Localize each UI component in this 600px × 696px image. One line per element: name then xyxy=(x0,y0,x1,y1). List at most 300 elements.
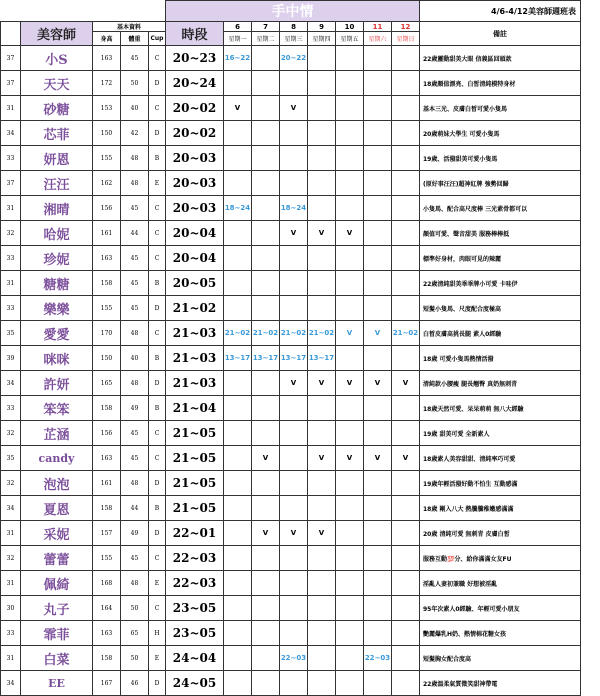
cup-value: C xyxy=(149,546,166,571)
day-cell xyxy=(336,421,364,446)
day-cell: 20~22 xyxy=(280,46,308,71)
table-row xyxy=(1,296,581,321)
cup-value: C xyxy=(149,96,166,121)
col-time-header: 時段 xyxy=(166,22,224,46)
shift-time: 21~05 xyxy=(166,496,224,521)
table-row xyxy=(1,246,581,271)
height-value: 163 xyxy=(93,246,121,271)
therapist-name: 樂樂 xyxy=(21,296,93,321)
note-cell: 19歲年輕活潑好動不怕生 互動感滿 xyxy=(420,471,581,496)
row-index: 37 xyxy=(1,171,21,196)
day-cell xyxy=(308,121,336,146)
day-cell: V xyxy=(280,371,308,396)
day-cell xyxy=(280,471,308,496)
therapist-name: 泡泡 xyxy=(21,471,93,496)
day-cell xyxy=(392,396,420,421)
day-cell xyxy=(336,171,364,196)
day-cell xyxy=(392,571,420,596)
table-row xyxy=(1,396,581,421)
day-cell xyxy=(392,46,420,71)
day-cell xyxy=(392,671,420,696)
table-row xyxy=(1,271,581,296)
day-cell: V xyxy=(392,446,420,471)
therapist-name: 妍恩 xyxy=(21,146,93,171)
day-cell: V xyxy=(308,371,336,396)
day-cell xyxy=(224,71,252,96)
day-cell xyxy=(252,221,280,246)
weight-value: 40 xyxy=(121,346,149,371)
day-cell xyxy=(392,246,420,271)
day-cell: V xyxy=(224,96,252,121)
day-cell xyxy=(252,146,280,171)
shift-time: 20~04 xyxy=(166,221,224,246)
height-value: 153 xyxy=(93,96,121,121)
day-cell: 22~03 xyxy=(364,646,392,671)
table-row xyxy=(1,521,581,546)
day-cell xyxy=(224,296,252,321)
table-row xyxy=(1,121,581,146)
table-row xyxy=(1,496,581,521)
day-cell xyxy=(308,621,336,646)
day-cell: V xyxy=(252,446,280,471)
height-value: 163 xyxy=(93,446,121,471)
day-cell xyxy=(392,71,420,96)
day-cell xyxy=(252,46,280,71)
note-cell: 95年次素人0經驗、年輕可愛小朋友 xyxy=(420,596,581,621)
day-cell xyxy=(308,496,336,521)
note-cell: 20歲 清純可愛 無刺青 皮膚白皙 xyxy=(420,521,581,546)
weight-value: 40 xyxy=(121,96,149,121)
weight-value: 48 xyxy=(121,321,149,346)
day-cell xyxy=(308,171,336,196)
note-cell: 22歲清純甜美乖乖牌小可愛 卡哇伊 xyxy=(420,271,581,296)
day-cell xyxy=(392,146,420,171)
weight-value: 45 xyxy=(121,246,149,271)
day-num-10: 10 xyxy=(336,22,364,32)
day-num-8: 8 xyxy=(280,22,308,32)
day-cell xyxy=(224,446,252,471)
day-cell xyxy=(364,146,392,171)
day-cell xyxy=(224,121,252,146)
col-height-header: 身高 xyxy=(93,32,121,46)
day-cell xyxy=(308,571,336,596)
shift-time: 21~05 xyxy=(166,446,224,471)
day-cell xyxy=(364,221,392,246)
shift-time: 20~24 xyxy=(166,71,224,96)
therapist-name: 芯菲 xyxy=(21,121,93,146)
day-name-tue: 星期二 xyxy=(252,32,280,46)
col-name-header: 美容師 xyxy=(21,22,93,46)
cup-value: C xyxy=(149,221,166,246)
cup-value: C xyxy=(149,321,166,346)
note-cell: 艷麗爆乳H奶、熱情棉花糖女孩 xyxy=(420,621,581,646)
day-cell xyxy=(252,121,280,146)
note-cell: 18歲素人美容甜甜、清純率巧可愛 xyxy=(420,446,581,471)
note-cell: 18歲顏值漂亮、白皙清純模特身材 xyxy=(420,71,581,96)
day-cell xyxy=(336,346,364,371)
note-cell: 清純款小腰瘦 腿長翹臀 真奶無刺青 xyxy=(420,371,581,396)
day-cell xyxy=(252,296,280,321)
day-cell xyxy=(224,421,252,446)
day-cell: 13~17 xyxy=(224,346,252,371)
row-index: 33 xyxy=(1,621,21,646)
row-index: 31 xyxy=(1,271,21,296)
therapist-name: 愛愛 xyxy=(21,321,93,346)
weight-value: 48 xyxy=(121,571,149,596)
row-index: 35 xyxy=(1,446,21,471)
day-num-7: 7 xyxy=(252,22,280,32)
therapist-name: 白菜 xyxy=(21,646,93,671)
table-row xyxy=(1,421,581,446)
day-cell xyxy=(308,46,336,71)
day-cell xyxy=(252,396,280,421)
day-cell xyxy=(224,671,252,696)
day-cell xyxy=(308,146,336,171)
height-value: 168 xyxy=(93,571,121,596)
day-cell xyxy=(308,671,336,696)
day-cell xyxy=(336,521,364,546)
therapist-name: 珍妮 xyxy=(21,246,93,271)
note-cell: 19歲 甜美可愛 全新素人 xyxy=(420,421,581,446)
col-cup-header: Cup xyxy=(149,32,166,46)
day-cell xyxy=(392,521,420,546)
day-num-12: 12 xyxy=(392,22,420,32)
note-cell: (原好事汪汪)超神紅牌 強勢回歸 xyxy=(420,171,581,196)
cup-value: C xyxy=(149,196,166,221)
height-value: 158 xyxy=(93,396,121,421)
day-cell xyxy=(252,471,280,496)
day-cell xyxy=(224,246,252,271)
day-cell: V xyxy=(336,321,364,346)
day-cell xyxy=(280,621,308,646)
note-cell: 18歲天然可愛、呆呆萌萌 無八大經驗 xyxy=(420,396,581,421)
day-cell xyxy=(308,646,336,671)
day-cell xyxy=(252,671,280,696)
shift-time: 21~02 xyxy=(166,296,224,321)
day-cell xyxy=(336,496,364,521)
shift-time: 20~03 xyxy=(166,171,224,196)
note-cell: 顏值可愛、聲音甜美 服務棒棒抵 xyxy=(420,221,581,246)
day-cell xyxy=(392,296,420,321)
table-row xyxy=(1,71,581,96)
day-cell: V xyxy=(308,521,336,546)
therapist-name: candy xyxy=(21,446,93,471)
therapist-name: 丸子 xyxy=(21,596,93,621)
day-name-wed: 星期三 xyxy=(280,32,308,46)
therapist-name: 咪咪 xyxy=(21,346,93,371)
day-cell xyxy=(364,121,392,146)
day-cell xyxy=(392,271,420,296)
therapist-name: 糖糖 xyxy=(21,271,93,296)
day-cell xyxy=(280,71,308,96)
row-index: 31 xyxy=(1,521,21,546)
day-cell: V xyxy=(364,321,392,346)
height-value: 163 xyxy=(93,46,121,71)
day-cell: V xyxy=(280,521,308,546)
day-cell xyxy=(392,646,420,671)
day-cell xyxy=(364,71,392,96)
day-cell xyxy=(280,596,308,621)
table-row xyxy=(1,221,581,246)
day-cell: V xyxy=(308,446,336,471)
height-value: 155 xyxy=(93,296,121,321)
day-cell: 13~17 xyxy=(252,346,280,371)
note-cell: 基本三光、皮膚白皙可愛小隻馬 xyxy=(420,96,581,121)
day-cell: 21~02 xyxy=(280,321,308,346)
day-cell xyxy=(280,246,308,271)
day-cell xyxy=(392,346,420,371)
weight-value: 44 xyxy=(121,221,149,246)
note-cell: 白皙皮膚高挑長腿 素人0經驗 xyxy=(420,321,581,346)
cup-value: E xyxy=(149,646,166,671)
cup-value: H xyxy=(149,621,166,646)
shift-time: 20~03 xyxy=(166,146,224,171)
day-cell xyxy=(364,521,392,546)
weight-value: 48 xyxy=(121,146,149,171)
therapist-name: 天天 xyxy=(21,71,93,96)
shift-time: 24~04 xyxy=(166,646,224,671)
cup-value: D xyxy=(149,296,166,321)
therapist-name: EE xyxy=(21,671,93,696)
cup-value: B xyxy=(149,496,166,521)
day-cell xyxy=(392,421,420,446)
day-cell: V xyxy=(336,446,364,471)
weight-value: 46 xyxy=(121,671,149,696)
day-cell xyxy=(224,496,252,521)
day-cell: 22~03 xyxy=(280,646,308,671)
day-cell xyxy=(364,496,392,521)
weight-value: 45 xyxy=(121,446,149,471)
therapist-name: 笨笨 xyxy=(21,396,93,421)
height-value: 170 xyxy=(93,321,121,346)
day-cell xyxy=(308,396,336,421)
day-cell xyxy=(252,621,280,646)
row-index: 35 xyxy=(1,321,21,346)
day-cell: 21~02 xyxy=(224,321,252,346)
row-index: 31 xyxy=(1,571,21,596)
day-cell xyxy=(336,646,364,671)
weight-value: 45 xyxy=(121,296,149,321)
day-name-mon: 星期一 xyxy=(224,32,252,46)
table-row xyxy=(1,646,581,671)
day-cell xyxy=(224,546,252,571)
note-cell: 22歲溫柔氣質微笑甜神帶電 xyxy=(420,671,581,696)
day-cell xyxy=(364,571,392,596)
row-index: 31 xyxy=(1,646,21,671)
weight-value: 45 xyxy=(121,46,149,71)
day-cell: 18~24 xyxy=(224,196,252,221)
day-cell: 21~02 xyxy=(252,321,280,346)
therapist-name: 夏恩 xyxy=(21,496,93,521)
note-cell: 短髮小隻馬、尺度配合度極高 xyxy=(420,296,581,321)
day-cell xyxy=(252,421,280,446)
day-cell xyxy=(280,421,308,446)
therapist-name: 芷涵 xyxy=(21,421,93,446)
note-cell: 19歲、活潑甜美可愛小隻馬 xyxy=(420,146,581,171)
row-index: 34 xyxy=(1,371,21,396)
row-index: 33 xyxy=(1,146,21,171)
day-cell xyxy=(308,596,336,621)
shift-time: 21~04 xyxy=(166,396,224,421)
height-value: 165 xyxy=(93,371,121,396)
weight-value: 50 xyxy=(121,71,149,96)
day-cell xyxy=(224,646,252,671)
day-cell xyxy=(252,646,280,671)
row-index: 31 xyxy=(1,196,21,221)
day-cell: V xyxy=(280,221,308,246)
table-row xyxy=(1,471,581,496)
day-cell: V xyxy=(364,446,392,471)
day-cell xyxy=(336,671,364,696)
therapist-name: 采妮 xyxy=(21,521,93,546)
day-cell: 18~24 xyxy=(280,196,308,221)
day-name-thu: 星期四 xyxy=(308,32,336,46)
day-cell xyxy=(336,96,364,121)
day-cell: V xyxy=(336,221,364,246)
day-cell: 21~02 xyxy=(308,321,336,346)
weight-value: 48 xyxy=(121,471,149,496)
day-cell xyxy=(280,446,308,471)
table-row xyxy=(1,671,581,696)
day-cell xyxy=(364,96,392,121)
day-cell: V xyxy=(336,371,364,396)
height-value: 161 xyxy=(93,471,121,496)
day-name-sat: 星期六 xyxy=(364,32,392,46)
day-cell xyxy=(280,146,308,171)
day-cell xyxy=(280,396,308,421)
height-value: 156 xyxy=(93,196,121,221)
day-cell xyxy=(280,121,308,146)
row-index: 33 xyxy=(1,296,21,321)
weight-value: 42 xyxy=(121,121,149,146)
height-value: 172 xyxy=(93,71,121,96)
col-weight-header: 體重 xyxy=(121,32,149,46)
day-cell xyxy=(308,546,336,571)
therapist-name: 湘晴 xyxy=(21,196,93,221)
day-cell xyxy=(392,171,420,196)
day-cell xyxy=(336,471,364,496)
day-cell xyxy=(252,571,280,596)
day-cell xyxy=(252,71,280,96)
day-cell xyxy=(364,396,392,421)
day-cell xyxy=(364,171,392,196)
shift-time: 23~05 xyxy=(166,596,224,621)
therapist-name: 砂糖 xyxy=(21,96,93,121)
note-cell: 服務互動💯分、給你滿滿女友FU xyxy=(420,546,581,571)
day-cell xyxy=(336,271,364,296)
row-index: 31 xyxy=(1,96,21,121)
day-cell xyxy=(392,471,420,496)
cup-value: C xyxy=(149,246,166,271)
shift-time: 21~03 xyxy=(166,371,224,396)
day-cell xyxy=(252,271,280,296)
cup-value: C xyxy=(149,421,166,446)
day-cell xyxy=(280,546,308,571)
day-cell xyxy=(224,521,252,546)
cup-value: E xyxy=(149,571,166,596)
day-cell xyxy=(308,71,336,96)
shift-time: 20~02 xyxy=(166,121,224,146)
day-num-11: 11 xyxy=(364,22,392,32)
day-cell xyxy=(336,621,364,646)
day-cell xyxy=(364,196,392,221)
day-cell xyxy=(336,146,364,171)
day-cell xyxy=(392,221,420,246)
day-name-sun: 星期日 xyxy=(392,32,420,46)
therapist-name: 佩綺 xyxy=(21,571,93,596)
shift-time: 20~04 xyxy=(166,246,224,271)
day-cell xyxy=(252,171,280,196)
note-cell: 標準好身材，肉眼可見的辣麗 xyxy=(420,246,581,271)
shift-time: 20~02 xyxy=(166,96,224,121)
shift-time: 22~03 xyxy=(166,546,224,571)
day-cell: V xyxy=(308,221,336,246)
shift-time: 20~23 xyxy=(166,46,224,71)
table-row xyxy=(1,171,581,196)
cup-value: D xyxy=(149,471,166,496)
therapist-name: 蕾蕾 xyxy=(21,546,93,571)
note-cell: 淫亂人妻初兼職 好想被淫亂 xyxy=(420,571,581,596)
day-cell xyxy=(224,221,252,246)
day-cell xyxy=(308,96,336,121)
cup-value: C xyxy=(149,596,166,621)
row-index: 37 xyxy=(1,46,21,71)
note-cell: 22歲靈動甜美大眼 信義區回頭款 xyxy=(420,46,581,71)
weight-value: 45 xyxy=(121,421,149,446)
cup-value: D xyxy=(149,71,166,96)
weight-value: 50 xyxy=(121,596,149,621)
cup-value: B xyxy=(149,146,166,171)
row-index: 34 xyxy=(1,671,21,696)
day-cell xyxy=(308,471,336,496)
day-cell xyxy=(308,421,336,446)
table-row xyxy=(1,571,581,596)
height-value: 158 xyxy=(93,271,121,296)
weight-value: 49 xyxy=(121,521,149,546)
row-index: 32 xyxy=(1,546,21,571)
table-row xyxy=(1,596,581,621)
note-cell: 18歲 剛入八大 熱騰騰稚嫩感滿滿 xyxy=(420,496,581,521)
height-value: 161 xyxy=(93,221,121,246)
cup-value: B xyxy=(149,346,166,371)
day-cell xyxy=(224,396,252,421)
table-row xyxy=(1,346,581,371)
day-cell xyxy=(336,296,364,321)
day-cell xyxy=(336,71,364,96)
row-index: 33 xyxy=(1,396,21,421)
day-cell xyxy=(364,296,392,321)
row-index: 32 xyxy=(1,471,21,496)
day-cell xyxy=(224,596,252,621)
day-cell xyxy=(308,271,336,296)
note-cell: 短髮胸女配合度高 xyxy=(420,646,581,671)
day-cell xyxy=(224,271,252,296)
therapist-name: 汪汪 xyxy=(21,171,93,196)
day-cell xyxy=(280,171,308,196)
shift-time: 20~03 xyxy=(166,196,224,221)
day-cell xyxy=(252,96,280,121)
cup-value: D xyxy=(149,371,166,396)
height-value: 163 xyxy=(93,621,121,646)
shift-time: 23~05 xyxy=(166,621,224,646)
day-cell xyxy=(224,371,252,396)
table-row xyxy=(1,621,581,646)
day-cell xyxy=(364,546,392,571)
day-cell xyxy=(336,546,364,571)
day-num-9: 9 xyxy=(308,22,336,32)
therapist-name: 許妍 xyxy=(21,371,93,396)
row-index: 37 xyxy=(1,71,21,96)
